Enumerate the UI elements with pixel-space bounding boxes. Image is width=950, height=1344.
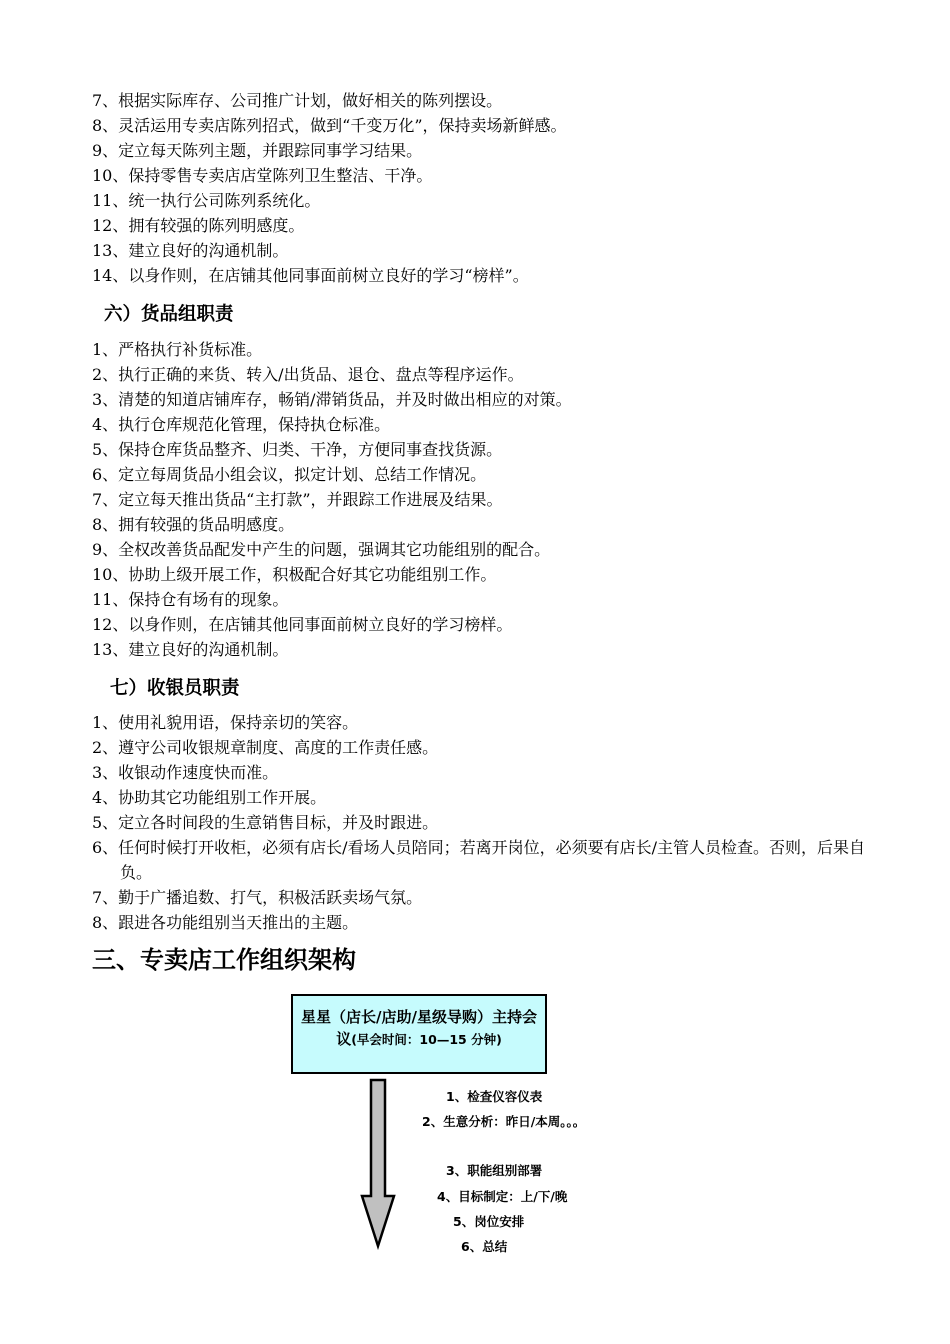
org-structure-heading: 三、专卖店工作组织架构 [92,946,356,974]
cashier-section-heading: 七）收银员职责 [110,678,240,699]
meeting-step: 5、岗位安排 [453,1214,525,1229]
meeting-box [291,994,547,1074]
list-item: 5、保持仓库货品整齐、归类、干净，方便同事查找货源。 [92,440,503,459]
meeting-step: 2、生意分析：昨日/本周。。。 [422,1114,586,1129]
goods-duties-list [0,337,652,662]
list-item: 1、严格执行补货标准。 [92,340,263,359]
list-item: 10、保持零售专卖店店堂陈列卫生整洁、干净。 [92,166,433,185]
list-item: 3、收银动作速度快而准。 [92,763,279,782]
meeting-step: 3、职能组别部署 [446,1163,543,1178]
meeting-step: 6、总结 [461,1239,508,1254]
list-item: 8、跟进各功能组别当天推出的主题。 [92,913,359,932]
list-item: 9、定立每天陈列主题，并跟踪同事学习结果。 [92,141,423,160]
list-item: 3、清楚的知道店铺库存，畅销/滞销货品，并及时做出相应的对策。 [92,390,572,409]
list-item: 12、拥有较强的陈列明感度。 [92,216,305,235]
meeting-step: 4、目标制定：上/下/晚 [437,1189,568,1204]
goods-section-heading: 六）货品组职责 [104,304,234,325]
meeting-title: 星星（店长/店助/星级导购）主持会议 [301,1008,537,1048]
meeting-step: 1、检查仪容仪表 [446,1089,543,1104]
list-item: 12、以身作则，在店铺其他同事面前树立良好的学习榜样。 [92,615,513,634]
list-item: 8、拥有较强的货品明感度。 [92,515,295,534]
list-item: 6、定立每周货品小组会议，拟定计划、总结工作情况。 [92,465,487,484]
list-item: 8、灵活运用专卖店陈列招式，做到“千变万化”，保持卖场新鲜感。 [92,116,567,135]
list-item: 14、以身作则，在店铺其他同事面前树立良好的学习“榜样”。 [92,266,529,285]
list-item: 9、全权改善货品配发中产生的问题，强调其它功能组别的配合。 [92,540,551,559]
down-arrow-icon [360,1078,396,1250]
list-item: 11、统一执行公司陈列系统化。 [92,191,321,210]
display-duties-list [0,88,647,288]
list-item: 5、定立各时间段的生意销售目标，并及时跟进。 [92,813,439,832]
list-item: 1、使用礼貌用语，保持亲切的笑容。 [92,713,359,732]
meeting-time: (早会时间：10—15 分钟) [351,1032,502,1047]
list-item: 4、执行仓库规范化管理，保持执仓标准。 [92,415,391,434]
list-item: 13、建立良好的沟通机制。 [92,241,289,260]
list-item: 13、建立良好的沟通机制。 [92,640,289,659]
list-item: 7、勤于广播追数、打气，积极活跃卖场气氛。 [92,888,423,907]
list-item: 6、任何时候打开收柜，必须有店长/看场人员陪同；若离开岗位，必须要有店长/主管人员检查。否则，后果自负。 [92,838,865,882]
list-item: 11、保持仓有场有的现象。 [92,590,289,609]
list-item: 2、遵守公司收银规章制度、高度的工作责任感。 [92,738,439,757]
list-item: 7、根据实际库存、公司推广计划，做好相关的陈列摆设。 [92,91,503,110]
list-item: 2、执行正确的来货、转入/出货品、退仓、盘点等程序运作。 [92,365,524,384]
list-item: 4、协助其它功能组别工作开展。 [92,788,327,807]
cashier-duties-list [0,710,950,935]
list-item: 10、协助上级开展工作，积极配合好其它功能组别工作。 [92,565,497,584]
list-item: 7、定立每天推出货品“主打款”，并跟踪工作进展及结果。 [92,490,503,509]
